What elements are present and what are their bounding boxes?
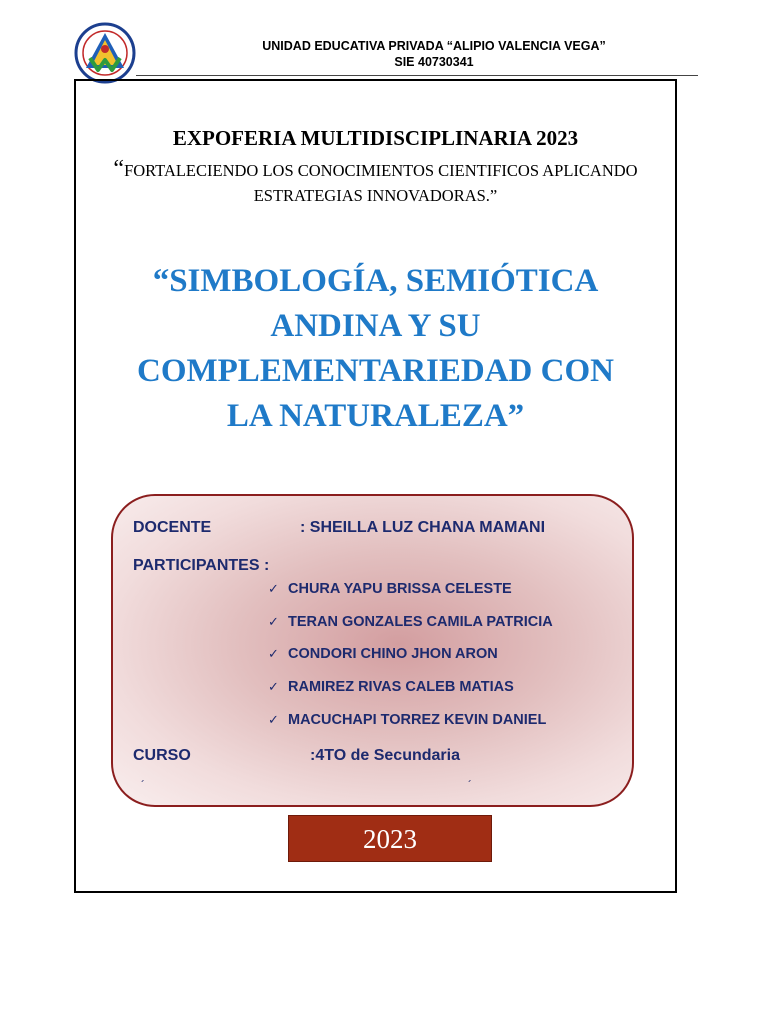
participant-name: CHURA YAPU BRISSA CELESTE [288, 581, 512, 597]
header-divider [136, 75, 698, 76]
school-logo [74, 22, 136, 84]
year-box [288, 815, 492, 862]
docente-value: : SHEILLA LUZ CHANA MAMANI [300, 519, 546, 536]
participant-item [268, 679, 514, 695]
curso-value: :4TO de Secundaria [310, 747, 460, 764]
project-title [100, 259, 651, 439]
check-icon: ✓ [268, 647, 279, 662]
tick-mark-left: ´ [141, 778, 145, 792]
participant-item [268, 646, 498, 662]
participant-item [268, 614, 553, 630]
project-title-line: LA NATURALEZA” [226, 398, 525, 434]
participant-item [268, 581, 512, 597]
curso-label: CURSO [133, 747, 191, 764]
check-icon: ✓ [268, 680, 279, 695]
school-crest-icon [74, 22, 136, 84]
participant-name: TERAN GONZALES CAMILA PATRICIA [288, 614, 553, 630]
participant-name: MACUCHAPI TORREZ KEVIN DANIEL [288, 712, 547, 728]
expo-motto-line-2: ESTRATEGIAS INNOVADORAS.” [253, 186, 498, 205]
expo-motto-line-1 [90, 158, 661, 183]
check-icon: ✓ [268, 582, 279, 597]
school-name: UNIDAD EDUCATIVA PRIVADA “ALIPIO VALENCIA VEGA” [262, 39, 606, 53]
project-title-line: COMPLEMENTARIEDAD CON [137, 353, 614, 389]
participant-name: RAMIREZ RIVAS CALEB MATIAS [288, 679, 514, 695]
participant-item [268, 712, 546, 728]
school-header [140, 38, 728, 70]
motto-line-1-text: FORTALECIENDO LOS CONOCIMIENTOS CIENTIFICOS APLICANDO [124, 161, 638, 180]
motto-open-quote: “ [113, 156, 125, 182]
project-title-line: ANDINA Y SU [270, 308, 481, 344]
year-label: 2023 [363, 824, 417, 854]
expo-motto [90, 158, 661, 208]
participantes-label: PARTICIPANTES : [133, 557, 270, 574]
check-icon: ✓ [268, 713, 279, 728]
docente-label: DOCENTE [133, 519, 212, 536]
tick-mark-right: ´ [468, 778, 472, 792]
project-title-line: “SIMBOLOGÍA, SEMIÓTICA [152, 263, 599, 299]
participant-name: CONDORI CHINO JHON ARON [288, 646, 498, 662]
school-sie-code: SIE 40730341 [394, 55, 474, 69]
check-icon: ✓ [268, 615, 279, 630]
expo-title: EXPOFERIA MULTIDISCIPLINARIA 2023 [172, 126, 579, 150]
